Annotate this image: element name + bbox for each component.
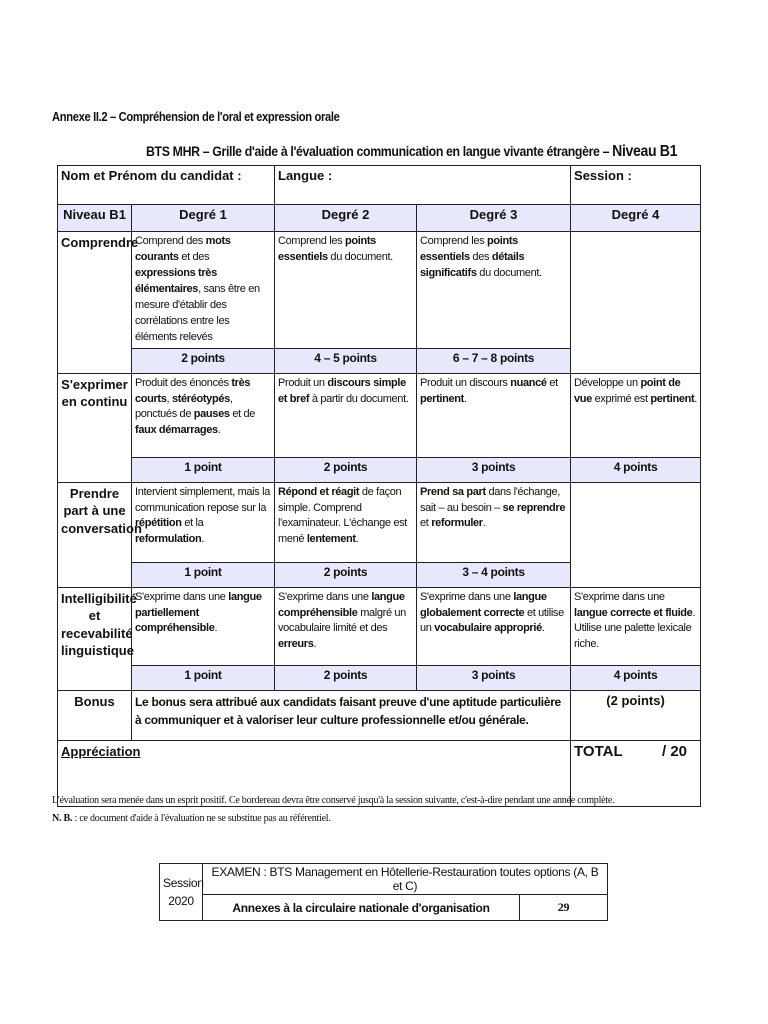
prendre-part-degree-2[interactable]: Répond et réagit de façon simple. Comprend l'examinateur. L'échange est mené lentement.	[275, 482, 417, 562]
comprendre-degree-1[interactable]: Comprend des mots courants et des expressions très élémentaires, sans être en mesure d'établir des corrélations entre les éléments relevés	[132, 232, 275, 349]
criterion-prendre-part: Prendre part à une conversation	[58, 482, 132, 587]
candidate-header-row	[58, 166, 701, 205]
comprendre-points-2: 4 – 5 points	[275, 348, 417, 373]
degree-3-header: Degré 3	[417, 205, 571, 232]
session-field[interactable]	[571, 166, 701, 205]
total-label: TOTAL	[574, 742, 623, 760]
footer-session-label: Session	[163, 876, 204, 890]
nb-text: : ce document d'aide à l'évaluation ne se substitue pas au référentiel.	[74, 812, 331, 824]
degree-4-header: Degré 4	[571, 205, 701, 232]
intelligibilite-degree-1[interactable]: S'exprime dans une langue partiellement compréhensible.	[132, 587, 275, 665]
criterion-comprendre: Comprendre	[58, 232, 132, 374]
sexprimer-row	[58, 373, 701, 457]
nb-label: N. B.	[52, 812, 73, 824]
comprendre-row	[58, 232, 701, 349]
intelligibilite-points-3: 3 points	[417, 665, 571, 690]
sexprimer-degree-1[interactable]: Produit des énoncés très courts, stéréotypés, ponctués de pauses et de faux démarrages.	[132, 373, 275, 457]
grid-title	[146, 143, 677, 161]
sexprimer-degree-2[interactable]: Produit un discours simple et bref à partir du document.	[275, 373, 417, 457]
prendre-part-points-2: 2 points	[275, 562, 417, 587]
comprendre-points-1: 2 points	[132, 348, 275, 373]
comprendre-degree-3[interactable]: Comprend les points essentiels des détails significatifs du document.	[417, 232, 571, 349]
candidate-name-label: Nom et Prénom du candidat :	[61, 168, 242, 183]
evaluation-note: L'évaluation sera menée dans un esprit positif. Ce bordereau devra être conservé jusqu'à la session suivante, c'est-à-dire pendant une année complète.	[52, 794, 615, 806]
bonus-points: (2 points)	[571, 690, 701, 740]
bonus-row	[58, 690, 701, 740]
intelligibilite-points-row	[58, 665, 701, 690]
intelligibilite-points-4: 4 points	[571, 665, 701, 690]
footer-annex: Annexes à la circulaire nationale d'organisation	[203, 895, 520, 921]
sexprimer-points-1: 1 point	[132, 457, 275, 482]
degree-header-row	[58, 205, 701, 232]
prendre-part-degree-1[interactable]: Intervient simplement, mais la communication repose sur la répétition et la reformulation.	[132, 482, 275, 562]
grid-title-level: Niveau B1	[612, 143, 678, 160]
language-label: Langue :	[278, 168, 333, 183]
sexprimer-points-4: 4 points	[571, 457, 701, 482]
footer-box	[159, 863, 608, 921]
sexprimer-degree-4[interactable]: Développe un point de vue exprimé est pertinent.	[571, 373, 701, 457]
criterion-sexprimer: S'exprimer en continu	[58, 373, 132, 482]
prendre-part-row	[58, 482, 701, 562]
sexprimer-points-2: 2 points	[275, 457, 417, 482]
sexprimer-points-3: 3 points	[417, 457, 571, 482]
candidate-name-field[interactable]	[58, 166, 275, 205]
appreciation-label: Appréciation	[61, 743, 141, 759]
level-cell: Niveau B1	[58, 205, 132, 232]
intelligibilite-points-1: 1 point	[132, 665, 275, 690]
footer-session-year: 2020	[168, 894, 194, 908]
intelligibilite-degree-4[interactable]: S'exprime dans une langue correcte et fluide. Utilise une palette lexicale riche.	[571, 587, 701, 665]
footer-session	[160, 864, 203, 921]
nb-note	[52, 812, 331, 824]
prendre-part-degree-3[interactable]: Prend sa part dans l'échange, sait – au besoin – se reprendre et reformuler.	[417, 482, 571, 562]
comprendre-points-3: 6 – 7 – 8 points	[417, 348, 571, 373]
language-field[interactable]	[275, 166, 571, 205]
footer-exam: EXAMEN : BTS Management en Hôtellerie-Restauration toutes options (A, B et C)	[203, 864, 608, 895]
intelligibilite-row	[58, 587, 701, 665]
bonus-description: Le bonus sera attribué aux candidats faisant preuve d'une aptitude particulière à communiquer et à valoriser leur culture professionnelle et/ou générale.	[132, 690, 571, 740]
footer-page-number: 29	[520, 895, 608, 921]
prendre-part-points-3: 3 – 4 points	[417, 562, 571, 587]
sexprimer-points-row	[58, 457, 701, 482]
degree-1-header: Degré 1	[132, 205, 275, 232]
prendre-part-degree-4[interactable]	[571, 482, 701, 587]
comprendre-degree-4[interactable]	[571, 232, 701, 374]
intelligibilite-degree-2[interactable]: S'exprime dans une langue compréhensible malgré un vocabulaire limité et des erreurs.	[275, 587, 417, 665]
grid-title-text: BTS MHR – Grille d'aide à l'évaluation communication en langue vivante étrangère –	[146, 143, 610, 159]
comprendre-degree-2[interactable]: Comprend les points essentiels du document.	[275, 232, 417, 349]
sexprimer-degree-3[interactable]: Produit un discours nuancé et pertinent.	[417, 373, 571, 457]
annex-title: Annexe II.2 – Compréhension de l'oral et expression orale	[52, 109, 340, 124]
criterion-intelligibilite: Intelligibilité et recevabilité linguistique	[58, 587, 132, 690]
prendre-part-points-1: 1 point	[132, 562, 275, 587]
intelligibilite-points-2: 2 points	[275, 665, 417, 690]
evaluation-grid	[57, 165, 701, 807]
intelligibilite-degree-3[interactable]: S'exprime dans une langue globalement correcte et utilise un vocabulaire approprié.	[417, 587, 571, 665]
session-label: Session :	[574, 168, 632, 183]
degree-2-header: Degré 2	[275, 205, 417, 232]
total-value: / 20	[662, 742, 688, 760]
criterion-bonus: Bonus	[58, 690, 132, 740]
